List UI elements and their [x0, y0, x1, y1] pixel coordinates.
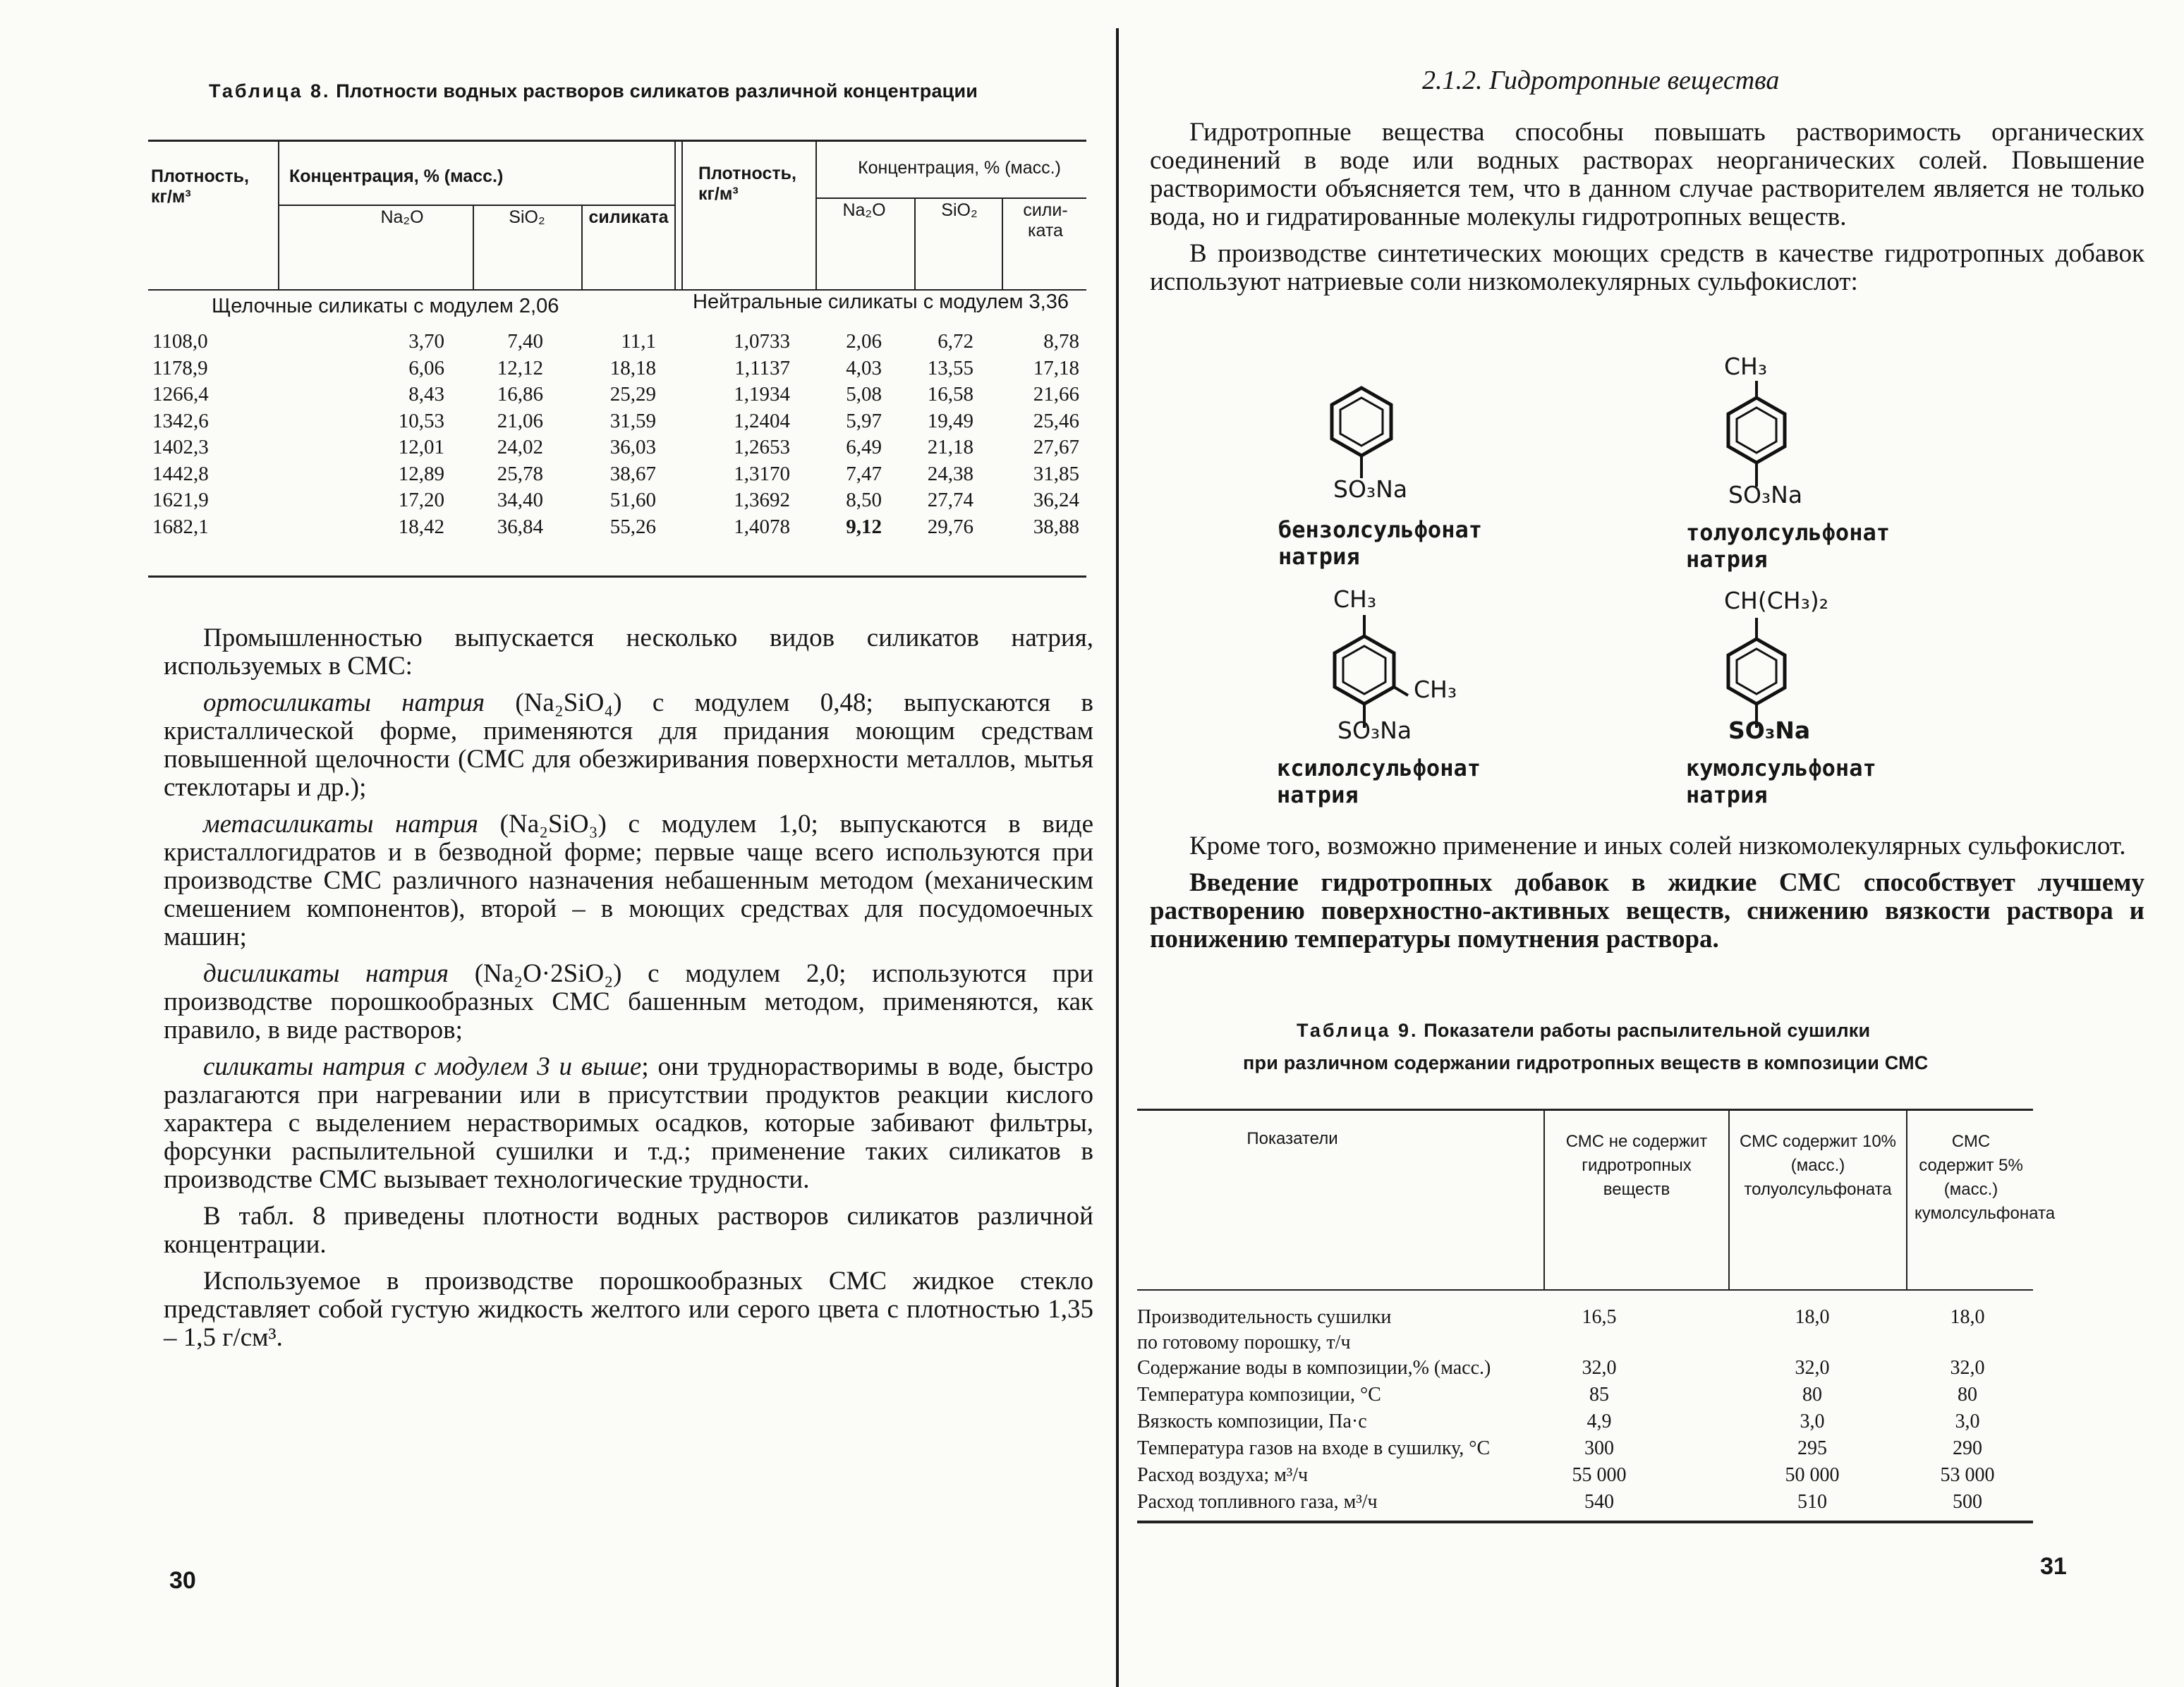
t8-col-alk-density — [152, 329, 209, 540]
t8-col-alk-silicate — [586, 329, 656, 540]
t8-cell: 36,24 — [1033, 489, 1079, 511]
left-paragraph-7: Используемое в производстве порошкообразных СМС жидкое стекло представляет собой густую жидкость желтого или серого цвета с плотностью 1,35 – 1,5 г/см³. — [164, 1267, 1093, 1352]
t8-col-neu-silicate — [1009, 329, 1079, 540]
t8-sub-silicate-right: сили-ката — [1023, 200, 1068, 240]
t9-value-toluene: 32,0 — [1795, 1357, 1830, 1379]
table8-caption — [209, 80, 978, 102]
t9-value-none: 540 — [1584, 1491, 1614, 1513]
t8-cell: 10,53 — [398, 409, 444, 432]
t8-col-concentration-right: Концентрация, % (масс.) — [858, 158, 1061, 178]
toluene-name-1: толуолсульфонат — [1686, 519, 1890, 546]
xylene-formula: SO₃Na — [1337, 717, 1412, 744]
t9-col-none: СМС не содержит гидротропных веществ — [1565, 1132, 1708, 1199]
t8-cell: 19,49 — [927, 409, 973, 432]
benzene-name-2: натрия — [1278, 543, 1360, 570]
t8-cell: 2,06 — [846, 330, 882, 353]
left-paragraph-4: дисиликаты натрия (Na₂O·2SiO₂) с модулем 2,0; используются при производстве порошкообразных СМС башенным методом, применяются, как правило, в виде растворов; — [164, 959, 1093, 1045]
t9-value-toluene: 80 — [1802, 1384, 1822, 1406]
t8-cell: 6,06 — [408, 356, 444, 379]
t8-cell: 18,18 — [609, 356, 656, 379]
t8-col-neu-na2o — [825, 329, 882, 540]
t9-value-toluene: 295 — [1797, 1437, 1827, 1459]
right-page — [1122, 0, 2184, 1687]
t8-cell: 21,18 — [927, 436, 973, 458]
t9-value-none: 85 — [1589, 1384, 1609, 1406]
t8-cell: 1,1137 — [734, 356, 790, 379]
t8-cell: 31,85 — [1033, 462, 1079, 485]
t8-cell: 1,2653 — [734, 436, 790, 458]
t8-cell: 12,12 — [497, 356, 543, 379]
t8-cell: 5,97 — [846, 409, 882, 432]
t9-row-label: Температура газов на входе в сушилку, °С — [1137, 1437, 1491, 1459]
t8-cell: 36,03 — [609, 436, 656, 458]
right-paragraph-1: Гидротропные вещества способны повышать растворимость органических соединений в воде или водных растворах неорганических солей. Повышение растворимости объясняется тем, что в данном случае растворителем является не только вода, но и гидратированные молекулы гидротропных веществ. — [1150, 118, 2144, 231]
t8-cell: 8,78 — [1043, 330, 1079, 353]
table8-sub-rule-right — [815, 197, 1086, 199]
right-paragraph-4: Введение гидротропных добавок в жидкие СМС способствует лучшему растворению поверхностно-активных веществ, снижению вязкости раствора и понижению температуры помутнения раствора. — [1150, 868, 2144, 954]
t8-cell: 24,38 — [927, 462, 973, 485]
t8-cell: 25,29 — [609, 383, 656, 406]
table-row — [1137, 1306, 2075, 1353]
toluene-name-2: натрия — [1686, 546, 1768, 573]
t8-cell: 1402,3 — [152, 436, 209, 458]
table-row — [1137, 1491, 2075, 1519]
t8-cell: 11,1 — [621, 330, 656, 353]
table8-sub-rule-left — [278, 205, 676, 206]
t8-cell: 7,40 — [507, 330, 543, 353]
t8-cell: 38,88 — [1033, 515, 1079, 538]
table9-caption-line1 — [1297, 1020, 1870, 1042]
t8-sub-sio2-left: SiO₂ — [509, 207, 545, 227]
t9-col-indicator: Показатели — [1246, 1129, 1338, 1148]
t8-sub-na2o-left: Na₂O — [380, 207, 424, 227]
left-paragraph-6: В табл. 8 приведены плотности водных растворов силикатов различной концентрации. — [164, 1202, 1093, 1259]
t8-cell: 55,26 — [609, 515, 656, 538]
t8-col-alk-sio2 — [473, 329, 543, 540]
t9-value-cumene: 290 — [1953, 1437, 1982, 1459]
t8-cell: 36,84 — [497, 515, 543, 538]
cumene-top: CH(CH₃)₂ — [1724, 587, 1828, 614]
t8-cell: 8,43 — [408, 383, 444, 406]
t8-cell: 1,4078 — [734, 515, 790, 538]
t8-cell: 25,78 — [497, 462, 543, 485]
t8-cell: 16,86 — [497, 383, 543, 406]
left-paragraph-2: ортосиликаты натрия (Na₂SiO₄) с модулем 0,48; выпускаются в кристаллической форме, применяются для придания моющим средствам повышенной щелочности (СМС для обезжиривания поверхности металлов, мытья стеклотары и др.); — [164, 688, 1093, 802]
t8-cell: 3,70 — [408, 330, 444, 353]
t8-cell: 27,67 — [1033, 436, 1079, 458]
cumene-name-2: натрия — [1686, 781, 1768, 808]
benzene-name-1: бензолсульфонат — [1278, 516, 1482, 543]
t8-cell: 18,42 — [398, 515, 444, 538]
table-row — [1137, 1464, 2075, 1492]
t9-value-cumene: 32,0 — [1950, 1357, 1985, 1379]
t9-row-label: Расход топливного газа, м³/ч — [1137, 1491, 1378, 1513]
t8-cell: 27,74 — [927, 489, 973, 511]
t8-col-density-left: Плотность, кг/м³ — [151, 166, 249, 207]
t9-row-label: Вязкость композиции, Па·с — [1137, 1411, 1367, 1432]
toluene-formula: SO₃Na — [1728, 481, 1803, 508]
t8-cell: 8,50 — [846, 489, 882, 511]
t9-value-cumene: 500 — [1953, 1491, 1982, 1513]
t9-value-none: 4,9 — [1587, 1411, 1612, 1432]
left-paragraph-5: силикаты натрия с модулем 3 и выше; они труднорастворимы в воде, быстро разлагаются при нагревании или в присутствии продуктов реакции кислого характера с выделением нерастворимых осадков, которые забивают фильтры, форсунки распылительной сушилки и т.д.; применение таких силикатов в производстве СМС вызывает технологические трудности. — [164, 1052, 1093, 1194]
t8-cell: 1,3170 — [734, 462, 790, 485]
page-gutter — [1116, 28, 1119, 1687]
t8-section-alkaline: Щелочные силикаты с модулем 2,06 — [212, 295, 559, 317]
page-number-left: 30 — [169, 1567, 196, 1594]
table9-caption-label: Таблица 9. — [1297, 1020, 1419, 1041]
right-body-text-top — [1150, 118, 2144, 305]
table-row — [1137, 1411, 2075, 1439]
t8-cell: 13,55 — [927, 356, 973, 379]
t9-row-label: Температура композиции, °С — [1137, 1384, 1381, 1406]
t9-value-none: 300 — [1584, 1437, 1614, 1459]
t9-value-none: 32,0 — [1582, 1357, 1617, 1379]
t8-cell: 5,08 — [846, 383, 882, 406]
t8-cell: 17,18 — [1033, 356, 1079, 379]
t9-value-none: 16,5 — [1582, 1306, 1617, 1328]
t8-cell: 1,2404 — [734, 409, 790, 432]
right-paragraph-2: В производстве синтетических моющих средств в качестве гидротропных добавок используют натриевые соли низкомолекулярных сульфокислот: — [1150, 239, 2144, 296]
t8-cell: 1178,9 — [152, 356, 208, 379]
t8-cell: 9,12 — [846, 515, 882, 538]
t8-cell: 1342,6 — [152, 409, 209, 432]
t8-sub-silicate-left: силиката — [588, 207, 669, 227]
t8-cell: 1442,8 — [152, 462, 209, 485]
right-paragraph-3: Кроме того, возможно применение и иных солей низкомолекулярных сульфокислот. — [1189, 832, 2126, 860]
xylene-top: CH₃ — [1333, 585, 1377, 613]
t8-col-density-right: Плотность, кг/м³ — [698, 164, 796, 204]
t8-cell: 6,49 — [846, 436, 882, 458]
table9-caption-text2: при различном содержании гидротропных веществ в композиции СМС — [1243, 1052, 1929, 1073]
cumene-formula: SO₃Na — [1728, 717, 1811, 744]
right-body-text-bottom — [1150, 832, 2144, 962]
t8-section-neutral: Нейтральные силикаты с модулем 3,36 — [693, 291, 1069, 313]
page-number-right: 31 — [2040, 1553, 2067, 1580]
left-paragraph-1: Промышленностью выпускается несколько видов силикатов натрия, используемых в СМС: — [164, 623, 1093, 681]
t9-value-none: 55 000 — [1572, 1464, 1627, 1486]
t8-cell: 21,06 — [497, 409, 543, 432]
benzene-formula: SO₃Na — [1333, 475, 1408, 503]
t9-row-label: Содержание воды в композиции,% (масс.) — [1137, 1357, 1491, 1379]
table-row — [1137, 1437, 2075, 1466]
t9-value-cumene: 53 000 — [1940, 1464, 1995, 1486]
t8-sub-sio2-right: SiO₂ — [941, 200, 978, 220]
t8-cell: 12,01 — [398, 436, 444, 458]
table8-caption-label: Таблица 8. — [209, 80, 331, 102]
t9-value-cumene: 80 — [1958, 1384, 1977, 1406]
table9-caption-text1: Показатели работы распылительной сушилки — [1424, 1020, 1871, 1041]
table-row — [1137, 1384, 2075, 1412]
t8-cell: 29,76 — [927, 515, 973, 538]
t9-value-toluene: 18,0 — [1795, 1306, 1830, 1328]
t8-cell: 51,60 — [609, 489, 656, 511]
t9-row-label: Производительность сушилки — [1137, 1306, 1392, 1328]
t8-cell: 4,03 — [846, 356, 882, 379]
t8-cell: 34,40 — [497, 489, 543, 511]
t9-col-cumene: СМС содержит 5% (масс.) кумолсульфоната — [1915, 1132, 2056, 1223]
t9-value-cumene: 3,0 — [1955, 1411, 1980, 1432]
t9-col-toluene: СМС содержит 10% (масс.) толуолсульфоната — [1740, 1132, 1896, 1199]
benzene-ring-icon — [1319, 381, 1404, 480]
t8-cell: 24,02 — [497, 436, 543, 458]
xylene-name-1: ксилолсульфонат — [1277, 755, 1481, 781]
t8-cell: 7,47 — [846, 462, 882, 485]
t8-cell: 1108,0 — [152, 330, 208, 353]
t8-cell: 1621,9 — [152, 489, 209, 511]
t9-value-cumene: 18,0 — [1950, 1306, 1985, 1328]
table8-caption-text: Плотности водных растворов силикатов различной концентрации — [336, 80, 978, 102]
left-body-text — [164, 624, 1093, 1360]
t8-cell: 1266,4 — [152, 383, 209, 406]
xylene-side: CH₃ — [1414, 676, 1457, 703]
table-row — [1137, 1357, 2075, 1385]
t9-value-toluene: 50 000 — [1785, 1464, 1840, 1486]
t8-col-alk-na2o — [381, 329, 444, 540]
xylene-name-2: натрия — [1277, 781, 1359, 808]
left-paragraph-3: метасиликаты натрия (Na₂SiO₃) с модулем 1,0; выпускаются в виде кристаллогидратов и в безводной форме; первые чаще всего используются при производстве СМС различного назначения небашенным методом (механическим смешением компонентов), второй – в моющих средствах для посудомоечных машин; — [164, 810, 1093, 951]
table8-bottom-rule — [148, 575, 1086, 578]
t8-col-neu-density — [712, 329, 790, 540]
t8-cell: 1682,1 — [152, 515, 209, 538]
t8-cell: 1,3692 — [734, 489, 790, 511]
t8-sub-na2o-right: Na₂O — [842, 200, 886, 220]
t8-col-neu-sio2 — [910, 329, 973, 540]
table8-top-rule — [148, 140, 1086, 142]
t8-cell: 6,72 — [938, 330, 973, 353]
t8-col-concentration-left: Концентрация, % (масс.) — [289, 166, 504, 186]
t8-cell: 16,58 — [927, 383, 973, 406]
t9-value-toluene: 3,0 — [1800, 1411, 1825, 1432]
cumene-name-1: кумолсульфонат — [1686, 755, 1876, 781]
t8-cell: 12,89 — [398, 462, 444, 485]
t8-cell: 1,0733 — [734, 330, 790, 353]
t8-cell: 25,46 — [1033, 409, 1079, 432]
t8-cell: 17,20 — [398, 489, 444, 511]
t9-row-label: Расход воздуха; м³/ч — [1137, 1464, 1309, 1486]
t8-cell: 1,1934 — [734, 383, 790, 406]
t8-cell: 38,67 — [609, 462, 656, 485]
t9-row-label-cont: по готовому порошку, т/ч — [1137, 1332, 1351, 1353]
section-heading: 2.1.2. Гидротропные вещества — [1422, 66, 1780, 95]
t8-cell: 21,66 — [1033, 383, 1079, 406]
toluene-top: CH₃ — [1724, 353, 1768, 380]
t9-value-toluene: 510 — [1797, 1491, 1827, 1513]
t8-cell: 31,59 — [609, 409, 656, 432]
